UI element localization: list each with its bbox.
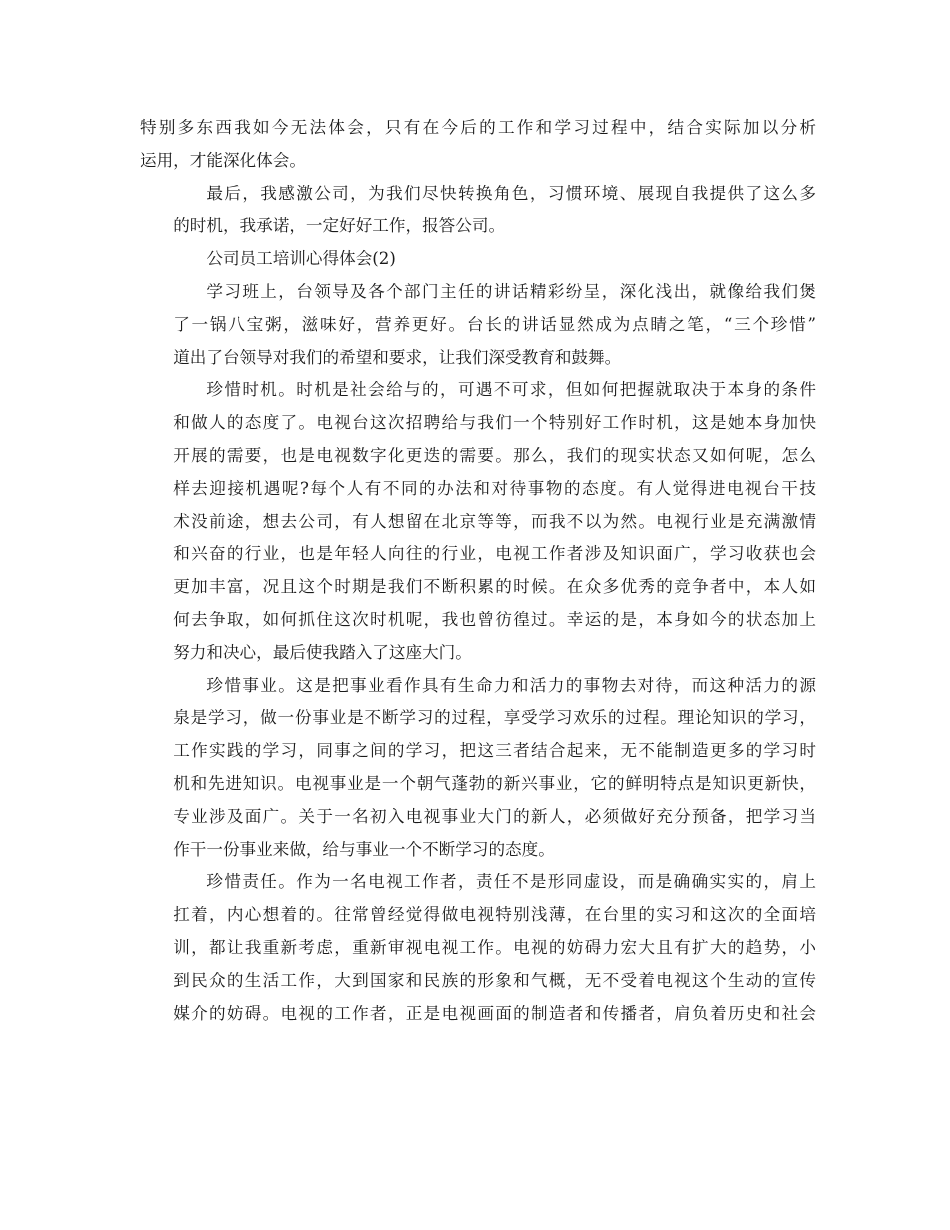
text-line: 作干一份事业来做，给与事业一个不断学习的态度。 bbox=[173, 839, 555, 859]
text-line: 专业涉及面广。关于一名初入电视事业大门的新人，必须做好充分预备，把学习当 bbox=[173, 806, 816, 826]
text-line: 和兴奋的行业，也是年轻人向往的行业，电视工作者涉及知识面广，学习收获也会 bbox=[173, 544, 816, 564]
section-heading bbox=[140, 243, 816, 276]
text-line: 训，都让我重新考虑，重新审视电视工作。电视的妨碍力宏大且有扩大的趋势，小 bbox=[173, 937, 816, 957]
document-page bbox=[140, 112, 816, 1030]
paragraph-2 bbox=[140, 178, 816, 244]
paragraph-4 bbox=[140, 374, 816, 669]
text-line: 术没前途，想去公司，有人想留在北京等等，而我不以为然。电视行业是充满激情 bbox=[173, 511, 816, 531]
text-line: 工作实践的学习，同事之间的学习，把这三者结合起来，无不能制造更多的学习时 bbox=[173, 741, 816, 761]
text-line: 更加丰富，况且这个时期是我们不断积累的时候。在众多优秀的竞争者中，本人如 bbox=[173, 577, 816, 597]
paragraph-6 bbox=[140, 866, 816, 1030]
text-line: 和做人的态度了。电视台这次招聘给与我们一个特别好工作时机，这是她本身加快 bbox=[173, 413, 816, 433]
text-line: 样去迎接机遇呢?每个人有不同的办法和对待事物的态度。有人觉得进电视台干技 bbox=[173, 478, 816, 498]
text-line: 了一锅八宝粥，滋味好，营养更好。台长的讲话显然成为点睛之笔，“三个珍惜” bbox=[173, 314, 816, 334]
text-line: 珍惜时机。时机是社会给与的，可遇不可求，但如何把握就取决于本身的条件 bbox=[206, 380, 816, 400]
text-line: 珍惜事业。这是把事业看作具有生命力和活力的事物去对待，而这种活力的源 bbox=[206, 675, 816, 695]
text-line: 的时机，我承诺，一定好好工作，报答公司。 bbox=[173, 216, 506, 236]
paragraph-3 bbox=[140, 276, 816, 374]
text-line: 到民众的生活工作，大到国家和民族的形象和气概，无不受着电视这个生动的宣传 bbox=[173, 970, 816, 990]
text-line: 扛着，内心想着的。往常曾经觉得做电视特别浅薄，在台里的实习和这次的全面培 bbox=[173, 905, 816, 925]
text-line: 何去争取，如何抓住这次时机呢，我也曾彷徨过。幸运的是，本身如今的状态加上 bbox=[173, 609, 816, 629]
text-line: 道出了台领导对我们的希望和要求，让我们深受教育和鼓舞。 bbox=[173, 347, 622, 367]
text-line: 开展的需要，也是电视数字化更迭的需要。那么，我们的现实状态又如何呢，怎么 bbox=[173, 445, 816, 465]
paragraph-1 bbox=[140, 112, 816, 178]
text-line: 媒介的妨碍。电视的工作者，正是电视画面的制造者和传播者，肩负着历史和社会 bbox=[173, 1003, 816, 1023]
text-line: 珍惜责任。作为一名电视工作者，责任不是形同虚设，而是确确实实的，肩上 bbox=[206, 872, 816, 892]
section-title: 公司员工培训心得体会(2) bbox=[206, 249, 396, 269]
paragraph-5 bbox=[140, 670, 816, 867]
text-line: 特别多东西我如今无法体会，只有在今后的工作和学习过程中，结合实际加以分析 bbox=[140, 118, 816, 137]
text-line: 机和先进知识。电视事业是一个朝气蓬勃的新兴事业，它的鲜明特点是知识更新快， bbox=[173, 773, 816, 793]
text-line: 泉是学习，做一份事业是不断学习的过程，享受学习欢乐的过程。理论知识的学习， bbox=[173, 708, 816, 728]
text-line: 运用，才能深化体会。 bbox=[140, 150, 306, 170]
text-line: 学习班上，台领导及各个部门主任的讲话精彩纷呈，深化浅出，就像给我们煲 bbox=[206, 281, 816, 301]
text-line: 最后，我感激公司，为我们尽快转换角色，习惯环境、展现自我提供了这么多 bbox=[206, 183, 816, 203]
text-line: 努力和决心，最后使我踏入了这座大门。 bbox=[173, 642, 472, 662]
